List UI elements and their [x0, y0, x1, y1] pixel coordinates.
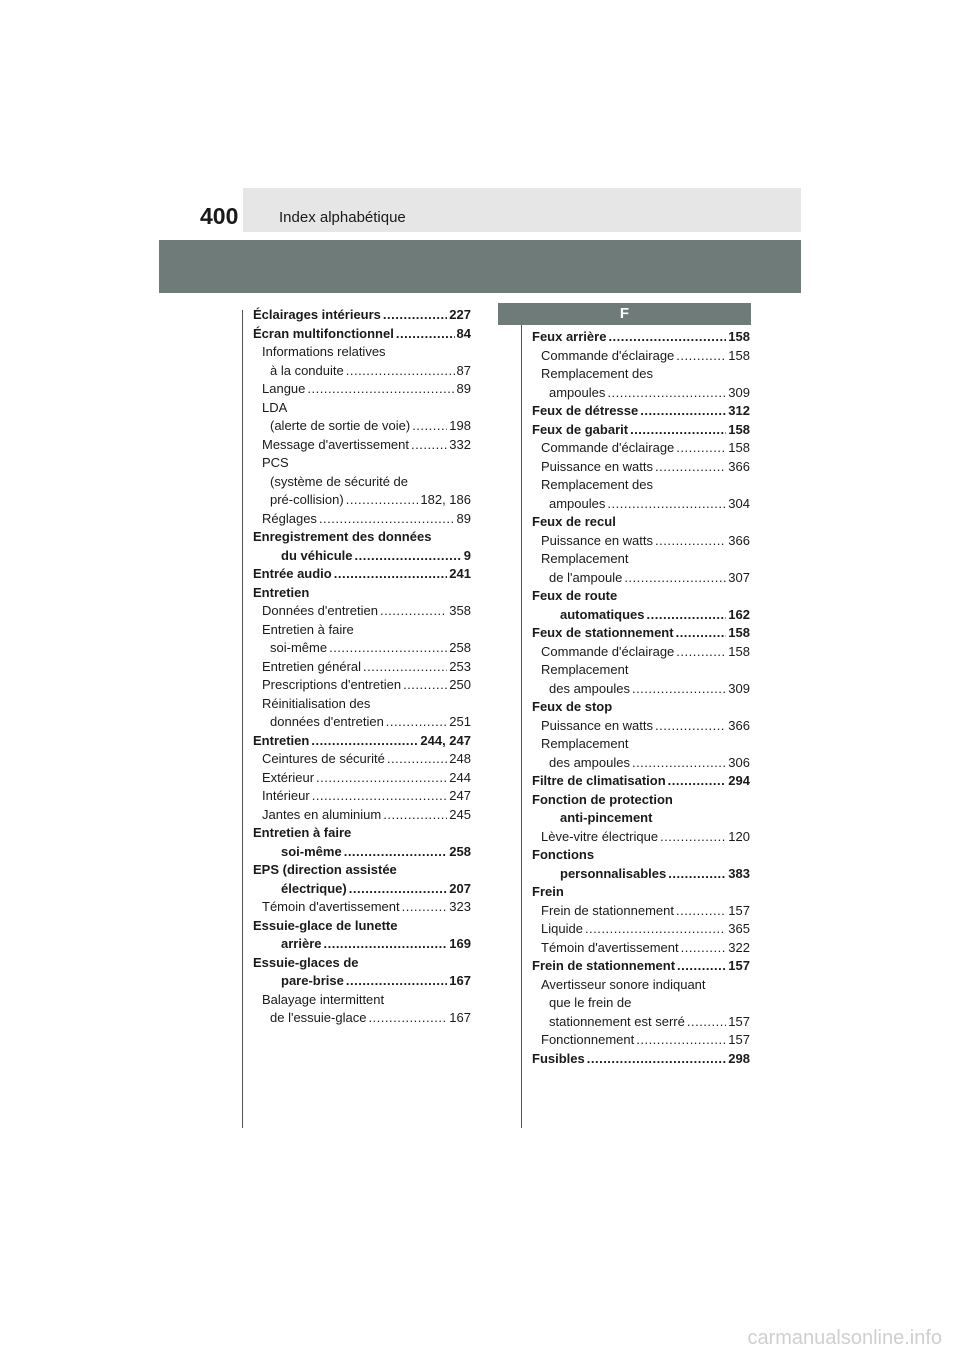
entry-text: Réglages: [262, 510, 317, 526]
entry-text: Remplacement: [541, 736, 629, 751]
dot-leader: [655, 718, 726, 733]
dot-leader: [307, 381, 454, 396]
dot-leader: [636, 1032, 726, 1047]
index-entry: [253, 455, 471, 474]
page-reference: 309: [728, 680, 750, 696]
entry-text: Langue: [262, 381, 306, 396]
index-entry: [253, 918, 471, 937]
index-entry: [532, 792, 750, 811]
entry-text: Ceintures de sécurité: [262, 751, 385, 766]
entry-text: Essuie-glace de lunette: [253, 917, 398, 933]
page-reference: 158: [728, 329, 750, 344]
entry-text: Fusibles: [532, 1050, 585, 1066]
page-reference: 84: [456, 325, 471, 341]
index-entry: [532, 440, 750, 459]
index-entry: [532, 736, 750, 755]
dot-leader: [676, 440, 726, 455]
index-entry: [532, 514, 750, 533]
dot-leader: [346, 973, 447, 988]
index-entry: [532, 810, 750, 829]
dot-leader: [687, 1014, 726, 1029]
dot-leader: [319, 511, 455, 526]
page-reference: 366: [728, 532, 750, 548]
index-entry: [253, 381, 471, 400]
index-entry: [253, 344, 471, 363]
index-entry: [532, 422, 750, 441]
entry-text: Fonction de protection: [532, 791, 673, 807]
dot-leader: [647, 607, 727, 622]
index-entry: [532, 570, 750, 589]
page-reference: 198: [449, 418, 471, 433]
entry-text: pare-brise: [281, 973, 344, 988]
entry-text: Lève-vitre électrique: [541, 828, 659, 844]
index-entry: [253, 825, 471, 844]
entry-text: PCS: [262, 455, 289, 470]
page-reference: 258: [449, 640, 471, 655]
index-entry: [532, 995, 750, 1014]
dot-leader: [676, 644, 726, 659]
dot-leader: [312, 788, 448, 803]
dot-leader: [334, 566, 448, 581]
entry-text: Données d'entretien: [262, 603, 378, 618]
page-reference: 251: [449, 714, 471, 729]
page-reference: 307: [728, 569, 750, 585]
entry-text: soi-même: [270, 640, 328, 655]
dot-leader: [607, 385, 726, 400]
entry-text: EPS (direction assistée: [253, 862, 397, 877]
index-entry: [532, 958, 750, 977]
dot-leader: [402, 899, 448, 914]
page-reference: 9: [463, 547, 471, 563]
entry-text: Prescriptions d'entretien: [262, 677, 402, 692]
dot-leader: [655, 459, 726, 474]
index-entry: [532, 366, 750, 385]
page-reference: 258: [449, 843, 471, 859]
dot-leader: [403, 677, 447, 692]
page-reference: 298: [728, 1050, 750, 1066]
entry-text: Intérieur: [262, 788, 310, 803]
dot-leader: [668, 773, 727, 788]
entry-text: Jantes en aluminium: [262, 806, 382, 822]
index-entry: [532, 607, 750, 626]
page-reference: 227: [449, 307, 471, 322]
index-entry: [253, 640, 471, 659]
index-entry: [532, 533, 750, 552]
index-entry: [253, 770, 471, 789]
dot-leader: [383, 807, 447, 822]
entry-text: automatiques: [560, 606, 645, 622]
entry-text: ampoules: [549, 384, 606, 400]
page-reference: 157: [728, 1013, 750, 1029]
dot-leader: [355, 548, 462, 563]
entry-text: Entretien: [253, 584, 310, 600]
index-entry: [253, 437, 471, 456]
dot-leader: [368, 1010, 447, 1025]
index-entry: [253, 992, 471, 1011]
entry-text: LDA: [262, 399, 288, 415]
dot-leader: [681, 940, 727, 955]
dot-leader: [676, 348, 726, 363]
dot-leader: [676, 625, 727, 640]
page-reference: 365: [728, 921, 750, 936]
entry-text: Feux de stationnement: [532, 625, 674, 640]
index-entry: [253, 899, 471, 918]
index-entry: [253, 326, 471, 345]
entry-text: Fonctionnement: [541, 1032, 635, 1047]
index-entry: [253, 529, 471, 548]
page-reference: 167: [449, 1010, 471, 1025]
header-title: Index alphabétique: [279, 209, 406, 226]
dot-leader: [346, 492, 419, 507]
page-number: 400: [200, 203, 239, 229]
entry-text: Témoin d'avertissement: [541, 939, 679, 955]
entry-text: Essuie-glaces de: [253, 954, 359, 970]
page-reference: 309: [728, 384, 750, 400]
page-reference: 120: [728, 828, 750, 844]
page-reference: 182, 186: [420, 492, 471, 507]
entry-text: Frein de stationnement: [532, 958, 676, 973]
dot-leader: [387, 751, 447, 766]
index-entry: [253, 585, 471, 604]
section-letter-tab: F: [498, 303, 751, 325]
page-reference: 294: [728, 773, 750, 788]
page-reference: 358: [449, 603, 471, 618]
index-entry: [253, 363, 471, 382]
page-reference: 383: [728, 865, 750, 881]
entry-text: soi-même: [281, 843, 342, 859]
dot-leader: [640, 403, 726, 418]
entry-text: (système de sécurité de: [270, 473, 409, 489]
header-dark-band: [159, 240, 801, 293]
index-entry: [253, 511, 471, 530]
entry-text: Réinitialisation des: [262, 695, 371, 711]
index-entry: [532, 496, 750, 515]
index-entry: [253, 603, 471, 622]
index-entry: [532, 348, 750, 367]
entry-text: Liquide: [541, 921, 583, 936]
index-entry: [253, 881, 471, 900]
page-reference: 306: [728, 754, 750, 770]
page-reference: 87: [456, 362, 471, 378]
entry-text: de l'essuie-glace: [270, 1010, 367, 1025]
entry-text: de l'ampoule: [549, 569, 623, 585]
index-entry: [532, 662, 750, 681]
page-reference: 158: [728, 625, 750, 640]
index-entry: [253, 788, 471, 807]
index-entry: [532, 829, 750, 848]
entry-text: Remplacement des: [541, 477, 653, 492]
page-reference: 157: [728, 902, 750, 918]
dot-leader: [311, 733, 418, 748]
index-entry: [253, 807, 471, 826]
entry-text: Informations relatives: [262, 344, 386, 359]
page-reference: 245: [449, 806, 471, 822]
index-entry: [253, 566, 471, 585]
index-entry: [253, 955, 471, 974]
dot-leader: [676, 903, 726, 918]
entry-text: Feux de détresse: [532, 403, 639, 418]
entry-text: Feux arrière: [532, 329, 607, 344]
entry-text: Balayage intermittent: [262, 991, 385, 1007]
center-rule: [521, 324, 522, 1128]
entry-text: Enregistrement des données: [253, 529, 432, 544]
page-reference: 248: [449, 751, 471, 766]
page-reference: 158: [728, 421, 750, 437]
entry-text: Commande d'éclairage: [541, 440, 675, 455]
index-entry: [532, 588, 750, 607]
entry-text: Avertisseur sonore indiquant: [541, 976, 706, 992]
index-entry: [532, 329, 750, 348]
index-entry: [532, 385, 750, 404]
page-reference: 158: [728, 347, 750, 363]
index-entry: [253, 548, 471, 567]
index-entry: [532, 903, 750, 922]
entry-text: Entretien à faire: [262, 621, 354, 637]
entry-text: Extérieur: [262, 769, 315, 785]
index-entry: [253, 677, 471, 696]
index-entry: [532, 644, 750, 663]
dot-leader: [587, 1051, 727, 1066]
index-entry: [532, 755, 750, 774]
dot-leader: [412, 418, 447, 433]
entry-text: personnalisables: [560, 865, 667, 881]
entry-text: Commande d'éclairage: [541, 643, 675, 659]
index-entry: [532, 1051, 750, 1070]
entry-text: Feux de gabarit: [532, 421, 629, 437]
entry-text: ampoules: [549, 495, 606, 511]
index-entry: [532, 940, 750, 959]
index-entry: [532, 459, 750, 478]
index-entry: [532, 1014, 750, 1033]
dot-leader: [363, 659, 447, 674]
dot-leader: [323, 936, 447, 951]
index-entry: [532, 921, 750, 940]
page-reference: 366: [728, 717, 750, 733]
page-reference: 89: [456, 510, 471, 526]
entry-text: Entrée audio: [253, 566, 332, 581]
index-entry: [532, 477, 750, 496]
index-entry: [253, 862, 471, 881]
index-entry: [253, 659, 471, 678]
index-entry: [532, 699, 750, 718]
page-reference: 244, 247: [420, 732, 471, 748]
page-reference: 167: [449, 973, 471, 988]
entry-text: stationnement est serré: [549, 1013, 685, 1029]
index-entry: [253, 696, 471, 715]
dot-leader: [411, 437, 447, 452]
dot-leader: [383, 307, 447, 322]
page-reference: 253: [449, 658, 471, 674]
entry-text: des ampoules: [549, 754, 630, 770]
entry-text: Remplacement des: [541, 366, 653, 381]
dot-leader: [660, 829, 726, 844]
index-column-right: [532, 329, 750, 1069]
index-entry: [253, 418, 471, 437]
entry-text: Remplacement: [541, 551, 629, 566]
entry-text: Entretien à faire: [253, 825, 352, 840]
page-reference: 89: [456, 381, 471, 396]
entry-text: Message d'avertissement: [262, 436, 409, 452]
page-reference: 169: [449, 936, 471, 951]
entry-text: Feux de route: [532, 588, 618, 603]
entry-text: du véhicule: [281, 547, 353, 563]
page-reference: 162: [728, 606, 750, 622]
index-entry: [532, 625, 750, 644]
page-reference: 244: [449, 769, 471, 785]
page-reference: 157: [728, 958, 750, 973]
entry-text: Frein de stationnement: [541, 902, 674, 918]
dot-leader: [655, 533, 726, 548]
entry-text: Entretien général: [262, 658, 362, 674]
index-entry: [253, 307, 471, 326]
entry-text: (alerte de sortie de voie): [270, 418, 411, 433]
index-entry: [532, 866, 750, 885]
dot-leader: [396, 326, 455, 341]
index-entry: [253, 622, 471, 641]
dot-leader: [349, 881, 448, 896]
dot-leader: [380, 603, 447, 618]
entry-text: données d'entretien: [270, 714, 384, 729]
entry-text: Feux de recul: [532, 514, 616, 529]
page-reference: 247: [449, 788, 471, 803]
index-entry: [532, 551, 750, 570]
entry-text: anti-pincement: [560, 810, 653, 825]
entry-text: Commande d'éclairage: [541, 347, 675, 363]
index-entry: [532, 1032, 750, 1051]
page-reference: 304: [728, 495, 750, 511]
entry-text: arrière: [281, 936, 322, 951]
index-entry: [532, 403, 750, 422]
index-entry: [253, 492, 471, 511]
index-entry: [532, 884, 750, 903]
page-reference: 323: [449, 899, 471, 914]
dot-leader: [624, 570, 726, 585]
dot-leader: [677, 958, 726, 973]
entry-text: Remplacement: [541, 662, 629, 677]
index-entry: [532, 977, 750, 996]
entry-text: Frein: [532, 884, 564, 899]
entry-text: des ampoules: [549, 680, 630, 696]
dot-leader: [386, 714, 448, 729]
index-entry: [253, 714, 471, 733]
entry-text: Puissance en watts: [541, 458, 654, 474]
index-entry: [253, 973, 471, 992]
dot-leader: [329, 640, 447, 655]
entry-text: que le frein de: [549, 995, 632, 1010]
entry-text: électrique): [281, 880, 347, 896]
page-reference: 207: [449, 880, 471, 896]
watermark: carmanualsonline.info: [747, 1327, 942, 1349]
dot-leader: [316, 770, 447, 785]
entry-text: Éclairages intérieurs: [253, 307, 381, 322]
page-reference: 332: [449, 436, 471, 452]
entry-text: Puissance en watts: [541, 717, 654, 733]
entry-text: Puissance en watts: [541, 532, 654, 548]
index-entry: [532, 681, 750, 700]
left-rule: [242, 310, 243, 1128]
index-entry: [532, 718, 750, 737]
index-entry: [253, 936, 471, 955]
dot-leader: [607, 496, 726, 511]
page-reference: 158: [728, 440, 750, 455]
index-entry: [253, 751, 471, 770]
page-reference: 322: [728, 939, 750, 955]
index-entry: [253, 1010, 471, 1029]
index-entry: [253, 733, 471, 752]
index-entry: [253, 474, 471, 493]
page-reference: 241: [449, 566, 471, 581]
entry-text: Fonctions: [532, 847, 595, 862]
entry-text: pré-collision): [270, 492, 344, 507]
index-entry: [253, 844, 471, 863]
page-reference: 250: [449, 677, 471, 692]
entry-text: Écran multifonctionnel: [253, 325, 394, 341]
page-reference: 157: [728, 1032, 750, 1047]
entry-text: Témoin d'avertissement: [262, 899, 400, 914]
entry-text: Feux de stop: [532, 699, 613, 714]
dot-leader: [346, 363, 455, 378]
entry-text: à la conduite: [270, 362, 344, 378]
entry-text: Entretien: [253, 732, 310, 748]
index-entry: [532, 773, 750, 792]
dot-leader: [585, 921, 726, 936]
page-reference: 366: [728, 458, 750, 474]
dot-leader: [608, 329, 726, 344]
page-reference: 312: [728, 403, 750, 418]
dot-leader: [632, 755, 726, 770]
dot-leader: [630, 422, 726, 437]
index-entry: [532, 847, 750, 866]
dot-leader: [632, 681, 726, 696]
page-reference: 158: [728, 643, 750, 659]
dot-leader: [344, 844, 448, 859]
index-entry: [253, 400, 471, 419]
dot-leader: [668, 866, 726, 881]
index-column-left: [253, 307, 471, 1029]
entry-text: Filtre de climatisation: [532, 773, 666, 788]
